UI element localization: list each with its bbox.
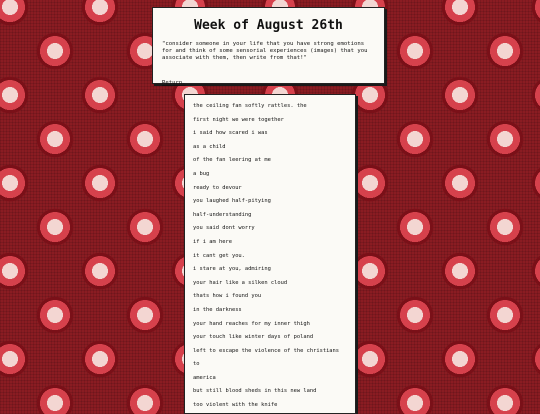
poem-line: ready to devour	[193, 184, 242, 191]
poem-line: your hand reaches for my inner thigh	[193, 320, 310, 327]
poem-line: but still blood sheds in this new land	[193, 388, 317, 395]
poem-line: your touch like winter days of poland	[193, 334, 314, 341]
prompt-text: "consider someone in your life that you have strong emotions for and think of some sensorial experiences (images) that you associate with them, then write from that!"	[162, 41, 368, 61]
poem-line: you laughed half-pitying	[193, 198, 271, 205]
poem-card	[184, 94, 356, 414]
poem-line: it cant get you.	[193, 252, 245, 259]
poem-line: of the fan leering at me	[193, 157, 271, 164]
poem-line: too violent with the knife	[193, 402, 278, 409]
poem-line: a bug	[193, 170, 210, 177]
poem-line: to	[193, 361, 200, 368]
header-card	[152, 7, 385, 84]
poem-line: i said how scared i was	[193, 130, 268, 137]
poem-line: your hair like a silken cloud	[193, 279, 288, 286]
poem-line: i stare at you, admiring	[193, 266, 271, 273]
poem-line: you said dont worry	[193, 225, 255, 232]
poem-line: if i am here	[193, 238, 232, 245]
page-title: Week of August 26th	[194, 18, 343, 33]
poem-line: in the darkness	[193, 306, 242, 313]
poem-line: left to escape the violence of the christians	[193, 347, 340, 354]
return-link[interactable]: Return.	[162, 80, 186, 86]
poem-line: as a child	[193, 143, 226, 150]
poem-line: the ceiling fan softly rattles. the	[193, 103, 307, 109]
poem-line: half-understanding	[193, 211, 252, 218]
poem-line: thats how i found you	[193, 293, 262, 300]
poem-line: america	[193, 374, 216, 381]
poem-line: first night we were together	[193, 116, 284, 123]
